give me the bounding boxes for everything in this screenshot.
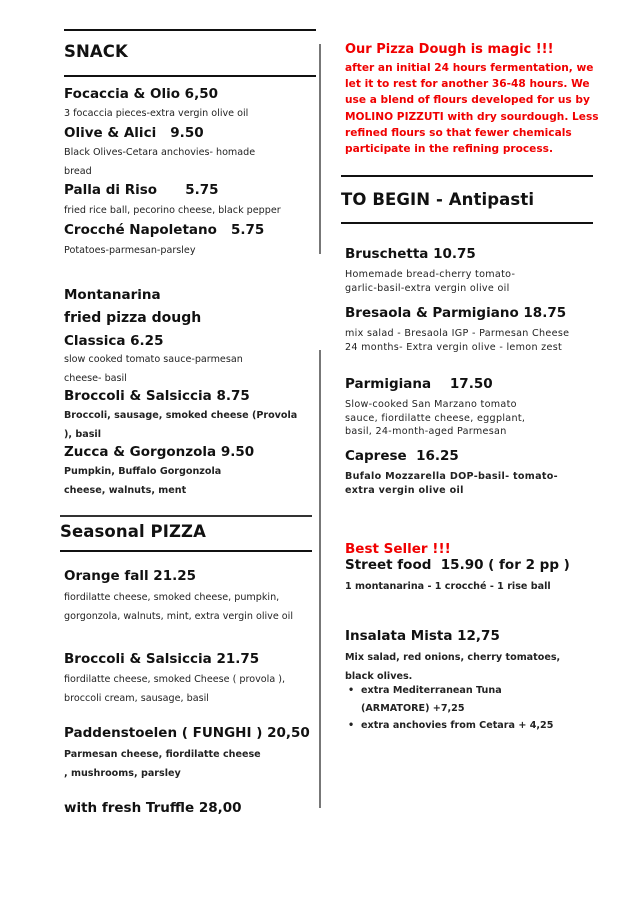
menu-item-name: Olive & Alici 9.50 (64, 125, 204, 141)
menu-item-name: Bresaola & Parmigiano 18.75 (345, 305, 567, 321)
menu-item-name: Broccoli & Salsiccia 21.75 (64, 651, 260, 667)
best-seller-desc: 1 montanarina - 1 crocché - 1 rise ball (345, 581, 551, 592)
promo-text: after an initial 24 hours fermentation, we let it to rest for another 36-48 hours. We use a blend of flours developed for us by MOLINO PIZZUTI with dry sourdough. Less refined flours so that fewer chemicals participate in the refining process. (345, 62, 599, 156)
list-item (345, 682, 565, 717)
snack-bottom-divider (64, 75, 316, 77)
insalata-extras-list (345, 682, 565, 735)
menu-item-name: Focaccia & Olio 6,50 (64, 86, 218, 102)
menu-item-desc: Broccoli, sausage, smoked cheese (Provola ), basil (64, 410, 298, 440)
best-seller-name: Street food 15.90 ( for 2 pp ) (345, 557, 570, 573)
menu-item-name: Parmigiana 17.50 (345, 376, 493, 392)
seasonal-top-divider (60, 515, 312, 517)
menu-item-name: Broccoli & Salsiccia 8.75 (64, 388, 250, 404)
menu-item-name: Orange fall 21.25 (64, 568, 197, 584)
menu-item-desc: Bufalo Mozzarella DOP-basil- tomato-extra vergin olive oil (345, 471, 558, 496)
menu-item-desc: Black Olives-Cetara anchovies- homade bread (64, 147, 256, 177)
best-seller-badge: Best Seller !!! (345, 541, 451, 557)
montanarina-title: Montanarina (64, 287, 161, 303)
menu-item-desc: 3 focaccia pieces-extra vergin olive oil (64, 108, 249, 119)
menu-item-name: Zucca & Gorgonzola 9.50 (64, 444, 255, 460)
antipasti-section-title: TO BEGIN - Antipasti (341, 190, 535, 209)
bullet-icon: • (348, 720, 355, 731)
antipasti-top-divider (341, 175, 593, 177)
menu-item-desc: mix salad - Bresaola IGP - Parmesan Cheese 24 months- Extra vergin olive - lemon zest (345, 328, 570, 353)
menu-item-name: Caprese 16.25 (345, 448, 459, 464)
menu-item-desc: fiordilatte cheese, smoked Cheese ( provola ), broccoli cream, sausage, basil (64, 674, 286, 704)
bullet-icon: • (348, 685, 355, 696)
extra-option: extra Mediterranean Tuna (ARMATORE) +7,25 (361, 685, 502, 714)
menu-item-name: Crocché Napoletano 5.75 (64, 222, 265, 238)
insalata-name: Insalata Mista 12,75 (345, 628, 500, 644)
menu-item-desc: Pumpkin, Buffalo Gorgonzola cheese, walnuts, ment (64, 466, 222, 496)
menu-item-desc: Homemade bread-cherry tomato-garlic-basil-extra vergin olive oil (345, 269, 516, 294)
column-separator-bottom (319, 350, 321, 808)
menu-item-desc: Potatoes-parmesan-parsley (64, 245, 196, 256)
column-separator-top (319, 44, 321, 254)
seasonal-section-title: Seasonal PIZZA (60, 522, 206, 541)
menu-item-name: Bruschetta 10.75 (345, 246, 476, 262)
snack-section-title: SNACK (64, 42, 128, 61)
extra-option: extra anchovies from Cetara + 4,25 (361, 720, 554, 731)
menu-item-name: Classica 6.25 (64, 333, 164, 349)
menu-item-desc: fried rice ball, pecorino cheese, black pepper (64, 205, 281, 216)
list-item (345, 717, 565, 735)
menu-item-desc: Slow-cooked San Marzano tomato sauce, fiordilatte cheese, eggplant, basil, 24-month-aged Parmesan (345, 399, 526, 437)
menu-item-desc: fiordilatte cheese, smoked cheese, pumpkin, gorgonzola, walnuts, mint, extra vergin olive oil (64, 592, 294, 622)
seasonal-bottom-divider (60, 550, 312, 552)
antipasti-bottom-divider (341, 222, 593, 224)
snack-top-divider (64, 29, 316, 31)
promo-title: Our Pizza Dough is magic !!! (345, 42, 554, 57)
insalata-desc: Mix salad, red onions, cherry tomatoes, black olives. (345, 652, 561, 682)
menu-item-desc: slow cooked tomato sauce-parmesan cheese- basil (64, 354, 243, 384)
menu-item-name: Palla di Riso 5.75 (64, 182, 219, 198)
menu-item-desc: Parmesan cheese, fiordilatte cheese , mushrooms, parsley (64, 749, 261, 779)
montanarina-subtitle: fried pizza dough (64, 310, 202, 326)
menu-item-name: Paddenstoelen ( FUNGHI ) 20,50 (64, 725, 310, 741)
truffle-extra: with fresh Truffle 28,00 (64, 800, 242, 816)
